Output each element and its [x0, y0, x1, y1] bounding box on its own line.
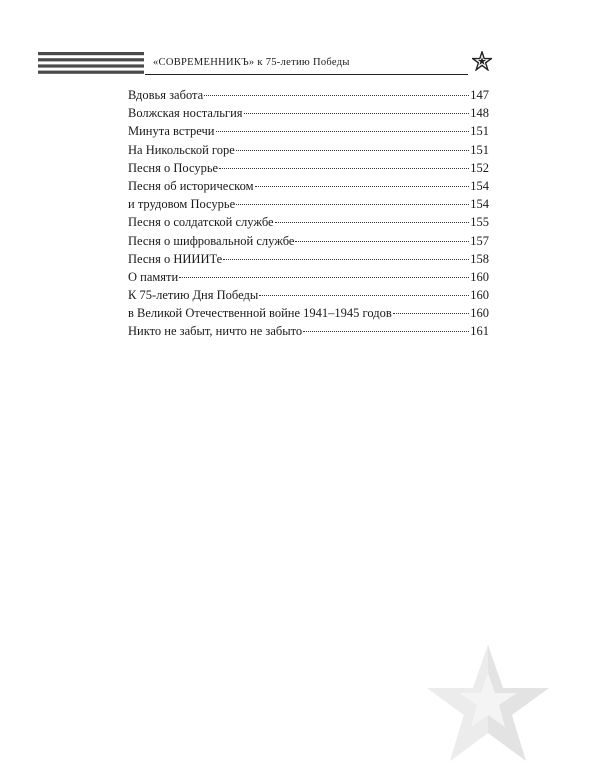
toc-entry — [128, 122, 489, 140]
toc-dot-leader — [204, 95, 469, 96]
toc-dot-leader — [244, 113, 470, 114]
toc-entry-title: Вдовья забота — [128, 88, 204, 102]
toc-entry-page-number: 160 — [470, 306, 489, 321]
toc-dot-leader — [303, 331, 469, 332]
toc-entry-page-number: 154 — [470, 197, 489, 212]
toc-entry — [128, 304, 489, 322]
toc-entry-title: Песня о Посурье — [128, 160, 219, 175]
toc-entry — [128, 322, 489, 340]
toc-entry-page-number: 160 — [470, 269, 489, 284]
toc-dot-leader — [255, 186, 470, 187]
toc-entry-title: в Великой Отечественной войне 1941–1945 годов — [128, 306, 392, 321]
table-of-contents — [128, 86, 489, 341]
toc-entry-page-number: 157 — [470, 233, 489, 248]
toc-entry-title: и трудовом Посурье — [128, 197, 236, 212]
toc-entry-title: К 75-летию Дня Победы — [128, 288, 259, 303]
toc-entry — [128, 250, 489, 268]
toc-entry-page-number: 155 — [470, 215, 489, 230]
toc-entry-page-number: 158 — [470, 251, 489, 266]
toc-dot-leader — [393, 313, 469, 314]
toc-entry-title: На Никольской горе — [128, 142, 235, 157]
toc-dot-leader — [259, 295, 469, 296]
toc-entry-page-number: 151 — [470, 124, 489, 139]
toc-dot-leader — [275, 222, 470, 223]
toc-dot-leader — [295, 241, 469, 242]
toc-entry-page-number: 148 — [470, 106, 489, 121]
toc-entry-title: Никто не забыт, ничто не забыто — [128, 324, 303, 339]
toc-dot-leader — [236, 150, 469, 151]
toc-entry-title: Песня о солдатской службе — [128, 215, 274, 230]
toc-entry-page-number: 151 — [470, 142, 489, 157]
toc-entry — [128, 286, 489, 304]
toc-entry-title: Песня о шифровальной службе — [128, 233, 295, 248]
toc-entry — [128, 104, 489, 122]
toc-entry-title: О памяти — [128, 269, 179, 284]
toc-entry — [128, 195, 489, 213]
toc-entry-title: Волжская ностальгия — [128, 106, 243, 121]
toc-entry-page-number: 161 — [470, 324, 489, 339]
header-rule — [145, 74, 468, 75]
star-icon — [472, 51, 492, 71]
toc-entry-page-number: 147 — [470, 88, 489, 102]
toc-dot-leader — [223, 259, 469, 260]
toc-dot-leader — [219, 168, 469, 169]
toc-entry-page-number: 160 — [470, 288, 489, 303]
toc-entry — [128, 159, 489, 177]
toc-dot-leader — [216, 131, 470, 132]
toc-dot-leader — [179, 277, 469, 278]
toc-entry-page-number: 152 — [470, 160, 489, 175]
toc-entry — [128, 213, 489, 231]
header-stripes — [38, 52, 144, 74]
toc-entry — [128, 177, 489, 195]
toc-entry-title: Песня об историческом — [128, 178, 254, 193]
toc-dot-leader — [236, 204, 469, 205]
toc-entry — [128, 268, 489, 286]
toc-entry — [128, 232, 489, 250]
running-header-title: «СОВРЕМЕННИКЪ» к 75-летию Победы — [153, 57, 350, 68]
toc-entry-title: Песня о НИИИТе — [128, 251, 223, 266]
toc-entry-title: Минута встречи — [128, 124, 215, 139]
toc-entry — [128, 86, 489, 104]
toc-entry-page-number: 154 — [470, 178, 489, 193]
toc-entry — [128, 141, 489, 159]
star-watermark-icon — [425, 643, 551, 763]
